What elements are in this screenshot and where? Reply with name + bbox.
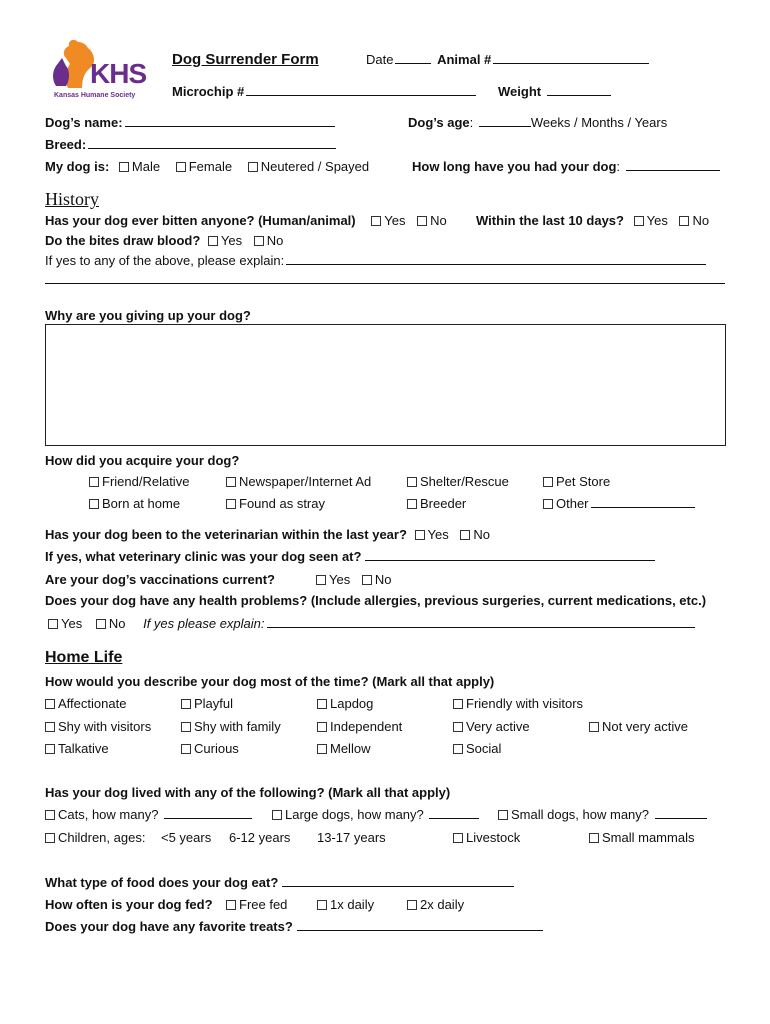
blood-yes-checkbox[interactable]: Yes — [208, 233, 242, 248]
vacc-row — [45, 573, 275, 586]
fed-1x-checkbox[interactable]: 1x daily — [317, 898, 374, 911]
animal-label: Animal # — [437, 52, 492, 67]
trait-affectionate-checkbox[interactable]: Affectionate — [45, 697, 126, 710]
food-question: What type of food does your dog eat? — [45, 875, 279, 890]
trait-curious-checkbox[interactable]: Curious — [181, 742, 239, 755]
treats-field[interactable] — [45, 920, 543, 933]
explain-line[interactable] — [45, 283, 725, 284]
last10-no-checkbox[interactable]: No — [679, 213, 709, 228]
dog-name-field[interactable] — [45, 116, 335, 129]
weight-field[interactable] — [498, 85, 611, 98]
blood-no-checkbox[interactable]: No — [254, 233, 284, 248]
vacc-yes-checkbox[interactable]: Yes — [316, 572, 350, 587]
acquire-newspaper-checkbox[interactable]: Newspaper/Internet Ad — [226, 475, 371, 488]
form-title: Dog Surrender Form — [172, 51, 319, 68]
explain-field[interactable] — [45, 254, 706, 267]
date-label: Date — [366, 52, 394, 67]
fed-question: How often is your dog fed? — [45, 897, 213, 912]
vacc-options — [316, 573, 391, 586]
why-textbox[interactable] — [45, 324, 726, 446]
cats-field[interactable]: Cats, how many? — [45, 808, 252, 821]
trait-independent-checkbox[interactable]: Independent — [317, 720, 402, 733]
trait-talkative-checkbox[interactable]: Talkative — [45, 742, 109, 755]
dog-age-field[interactable]: Dog’s age: Weeks / Months / Years — [408, 115, 668, 130]
breed-field[interactable] — [45, 138, 336, 151]
vet-no-checkbox[interactable]: No — [460, 527, 490, 542]
lived-question: Has your dog lived with any of the following? (Mark all that apply) — [45, 785, 451, 800]
trait-not-active-checkbox[interactable]: Not very active — [589, 720, 688, 733]
acquire-shelter-checkbox[interactable]: Shelter/Rescue — [407, 475, 509, 488]
health-no-checkbox[interactable]: No — [96, 616, 126, 631]
fed-2x-checkbox[interactable]: 2x daily — [407, 898, 464, 911]
vet-question: Has your dog been to the veterinarian within the last year? — [45, 527, 407, 542]
bitten-yes-checkbox[interactable]: Yes — [371, 213, 405, 228]
trait-mellow-checkbox[interactable]: Mellow — [317, 742, 370, 755]
trait-playful-checkbox[interactable]: Playful — [181, 697, 233, 710]
date-field[interactable] — [366, 53, 649, 66]
livestock-checkbox[interactable]: Livestock — [453, 831, 520, 844]
blood-row — [45, 234, 283, 247]
large-dogs-field[interactable]: Large dogs, how many? — [272, 808, 479, 821]
dog-name-label: Dog’s name: — [45, 115, 123, 130]
fed-free-checkbox[interactable]: Free fed — [226, 898, 287, 911]
history-heading: History — [45, 189, 99, 209]
microchip-field[interactable] — [172, 85, 476, 98]
trait-shy-family-checkbox[interactable]: Shy with family — [181, 720, 281, 733]
why-question: Why are you giving up your dog? — [45, 308, 251, 323]
last10-yes-checkbox[interactable]: Yes — [634, 213, 668, 228]
explain-label: If yes to any of the above, please explain: — [45, 253, 285, 268]
sex-row — [45, 160, 369, 173]
breed-label: Breed: — [45, 137, 87, 152]
vet-row — [45, 528, 490, 541]
clinic-field[interactable] — [45, 550, 655, 563]
age-6-12[interactable]: 6-12 years — [229, 830, 291, 845]
last10-question: Within the last 10 days? — [476, 213, 624, 228]
acquire-petstore-checkbox[interactable]: Pet Store — [543, 475, 610, 488]
health-yes-checkbox[interactable]: Yes — [48, 616, 82, 631]
treats-question: Does your dog have any favorite treats? — [45, 919, 293, 934]
bitten-question: Has your dog ever bitten anyone? (Human/animal) — [45, 213, 356, 228]
my-dog-label: My dog is: — [45, 159, 110, 174]
food-field[interactable] — [45, 876, 514, 889]
trait-friendly-checkbox[interactable]: Friendly with visitors — [453, 697, 583, 710]
children-checkbox[interactable]: Children, ages: — [45, 831, 145, 844]
trait-lapdog-checkbox[interactable]: Lapdog — [317, 697, 373, 710]
trait-social-checkbox[interactable]: Social — [453, 742, 501, 755]
bitten-no-checkbox[interactable]: No — [417, 213, 447, 228]
vacc-no-checkbox[interactable]: No — [362, 572, 392, 587]
age-units: Weeks / Months / Years — [530, 115, 668, 130]
male-checkbox[interactable]: Male — [119, 159, 160, 174]
dog-age-label: Dog’s age — [408, 115, 470, 130]
health-question: Does your dog have any health problems? (Include allergies, previous surgeries, current medications, etc.) — [45, 593, 707, 608]
logo-subtitle: Kansas Humane Society — [54, 92, 136, 99]
small-dogs-field[interactable]: Small dogs, how many? — [498, 808, 707, 821]
clinic-question: If yes, what veterinary clinic was your dog seen at? — [45, 549, 362, 564]
blood-question: Do the bites draw blood? — [45, 233, 201, 248]
acquire-breeder-checkbox[interactable]: Breeder — [407, 497, 466, 510]
describe-question: How would you describe your dog most of the time? (Mark all that apply) — [45, 674, 495, 689]
acquire-friend-checkbox[interactable]: Friend/Relative — [89, 475, 189, 488]
microchip-label: Microchip # — [172, 84, 245, 99]
weight-label: Weight — [498, 84, 542, 99]
fed-row — [45, 898, 213, 911]
vacc-question: Are your dog’s vaccinations current? — [45, 572, 275, 587]
trait-very-active-checkbox[interactable]: Very active — [453, 720, 530, 733]
age-under5[interactable]: <5 years — [161, 830, 212, 845]
acquire-born-checkbox[interactable]: Born at home — [89, 497, 180, 510]
health-row — [48, 617, 695, 630]
how-long-label: How long have you had your dog — [412, 159, 617, 174]
acquire-other-checkbox[interactable]: Other — [543, 497, 695, 510]
how-long-field[interactable]: How long have you had your dog: — [412, 160, 720, 173]
trait-shy-visitors-checkbox[interactable]: Shy with visitors — [45, 720, 151, 733]
bitten-row — [45, 214, 447, 227]
female-checkbox[interactable]: Female — [176, 159, 232, 174]
home-life-heading: Home Life — [45, 649, 123, 666]
last10-row — [476, 214, 709, 227]
neutered-checkbox[interactable]: Neutered / Spayed — [248, 159, 369, 174]
vet-yes-checkbox[interactable]: Yes — [415, 527, 449, 542]
health-explain-label: If yes please explain: — [143, 616, 265, 631]
age-13-17[interactable]: 13-17 years — [317, 830, 386, 845]
small-mammals-checkbox[interactable]: Small mammals — [589, 831, 694, 844]
acquire-stray-checkbox[interactable]: Found as stray — [226, 497, 325, 510]
logo-text: KHS — [90, 58, 147, 89]
acquire-question: How did you acquire your dog? — [45, 453, 240, 468]
